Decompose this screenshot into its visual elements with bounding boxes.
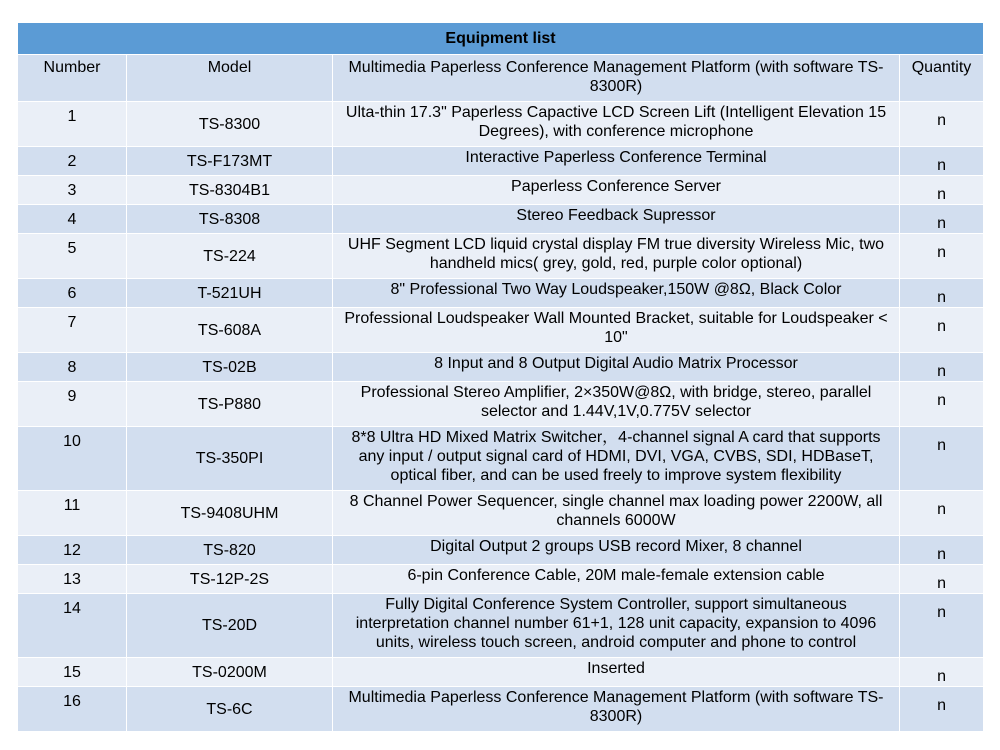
table-row: [18, 205, 984, 234]
cell-quantity: n: [900, 382, 984, 427]
cell-quantity: n: [900, 279, 984, 308]
cell-model: TS-02B: [127, 353, 333, 382]
table-row: [18, 147, 984, 176]
table-row: [18, 687, 984, 732]
table-row: [18, 658, 984, 687]
header-number: Number: [18, 55, 127, 102]
cell-model: TS-8304B1: [127, 176, 333, 205]
cell-description: Paperless Conference Server: [333, 176, 900, 205]
header-description: Multimedia Paperless Conference Management Platform (with software TS-8300R): [333, 55, 900, 102]
cell-number: 9: [18, 382, 127, 427]
cell-model: TS-350PI: [127, 427, 333, 491]
table-row: [18, 353, 984, 382]
table-row: [18, 491, 984, 536]
cell-quantity: n: [900, 687, 984, 732]
cell-description: 6-pin Conference Cable, 20M male-female extension cable: [333, 565, 900, 594]
cell-number: 1: [18, 102, 127, 147]
cell-quantity: n: [900, 536, 984, 565]
cell-description: Stereo Feedback Supressor: [333, 205, 900, 234]
cell-number: 13: [18, 565, 127, 594]
table-row: [18, 308, 984, 353]
cell-quantity: n: [900, 353, 984, 382]
table-title: Equipment list: [18, 23, 984, 55]
cell-quantity: n: [900, 658, 984, 687]
cell-model: TS-608A: [127, 308, 333, 353]
cell-description: Interactive Paperless Conference Terminal: [333, 147, 900, 176]
cell-description: 8 Input and 8 Output Digital Audio Matrix Processor: [333, 353, 900, 382]
cell-description: 8" Professional Two Way Loudspeaker,150W @8Ω, Black Color: [333, 279, 900, 308]
cell-model: TS-6C: [127, 687, 333, 732]
cell-model: TS-820: [127, 536, 333, 565]
cell-quantity: n: [900, 205, 984, 234]
cell-description: Fully Digital Conference System Controller, support simultaneous interpretation channel number 61+1, 128 unit capacity, expansion to 4096 units, wireless touch screen, android computer and phone to control: [333, 594, 900, 658]
cell-model: TS-F173MT: [127, 147, 333, 176]
table-row: [18, 279, 984, 308]
equipment-table-wrapper: [17, 22, 983, 732]
cell-description: Digital Output 2 groups USB record Mixer, 8 channel: [333, 536, 900, 565]
cell-quantity: n: [900, 565, 984, 594]
cell-description: 8*8 Ultra HD Mixed Matrix Switcher，4-channel signal A card that supports any input / output signal card of HDMI, DVI, VGA, CVBS, SDI, HDBaseT, optical fiber, and can be used freely to improve system flexibility: [333, 427, 900, 491]
table-row: [18, 382, 984, 427]
cell-model: T-521UH: [127, 279, 333, 308]
table-row: [18, 427, 984, 491]
cell-number: 15: [18, 658, 127, 687]
cell-quantity: n: [900, 491, 984, 536]
cell-number: 16: [18, 687, 127, 732]
cell-number: 12: [18, 536, 127, 565]
cell-number: 5: [18, 234, 127, 279]
table-row: [18, 565, 984, 594]
cell-description: 8 Channel Power Sequencer, single channel max loading power 2200W, all channels 6000W: [333, 491, 900, 536]
cell-model: TS-12P-2S: [127, 565, 333, 594]
cell-number: 2: [18, 147, 127, 176]
cell-quantity: n: [900, 308, 984, 353]
table-row: [18, 594, 984, 658]
cell-model: TS-8300: [127, 102, 333, 147]
table-row: [18, 102, 984, 147]
cell-description: Multimedia Paperless Conference Management Platform (with software TS-8300R): [333, 687, 900, 732]
cell-number: 14: [18, 594, 127, 658]
cell-number: 8: [18, 353, 127, 382]
cell-quantity: n: [900, 147, 984, 176]
cell-number: 3: [18, 176, 127, 205]
table-row: [18, 176, 984, 205]
cell-model: TS-8308: [127, 205, 333, 234]
cell-number: 11: [18, 491, 127, 536]
cell-model: TS-0200M: [127, 658, 333, 687]
header-quantity: Quantity: [900, 55, 984, 102]
header-model: Model: [127, 55, 333, 102]
cell-description: Professional Loudspeaker Wall Mounted Bracket, suitable for Loudspeaker < 10": [333, 308, 900, 353]
cell-number: 7: [18, 308, 127, 353]
cell-quantity: n: [900, 102, 984, 147]
cell-number: 10: [18, 427, 127, 491]
cell-number: 4: [18, 205, 127, 234]
cell-model: TS-P880: [127, 382, 333, 427]
cell-model: TS-20D: [127, 594, 333, 658]
cell-description: Professional Stereo Amplifier, 2×350W@8Ω, with bridge, stereo, parallel selector and 1.44V,1V,0.775V selector: [333, 382, 900, 427]
cell-description: Inserted: [333, 658, 900, 687]
cell-quantity: n: [900, 176, 984, 205]
cell-model: TS-9408UHM: [127, 491, 333, 536]
cell-description: UHF Segment LCD liquid crystal display FM true diversity Wireless Mic, two handheld mics( grey, gold, red, purple color optional): [333, 234, 900, 279]
table-row: [18, 234, 984, 279]
table-row: [18, 536, 984, 565]
cell-description: Ulta-thin 17.3" Paperless Capactive LCD Screen Lift (Intelligent Elevation 15 Degrees), with conference microphone: [333, 102, 900, 147]
cell-number: 6: [18, 279, 127, 308]
cell-model: TS-224: [127, 234, 333, 279]
cell-quantity: n: [900, 594, 984, 658]
header-row: [18, 55, 984, 102]
cell-quantity: n: [900, 427, 984, 491]
cell-quantity: n: [900, 234, 984, 279]
equipment-table: [17, 22, 984, 732]
